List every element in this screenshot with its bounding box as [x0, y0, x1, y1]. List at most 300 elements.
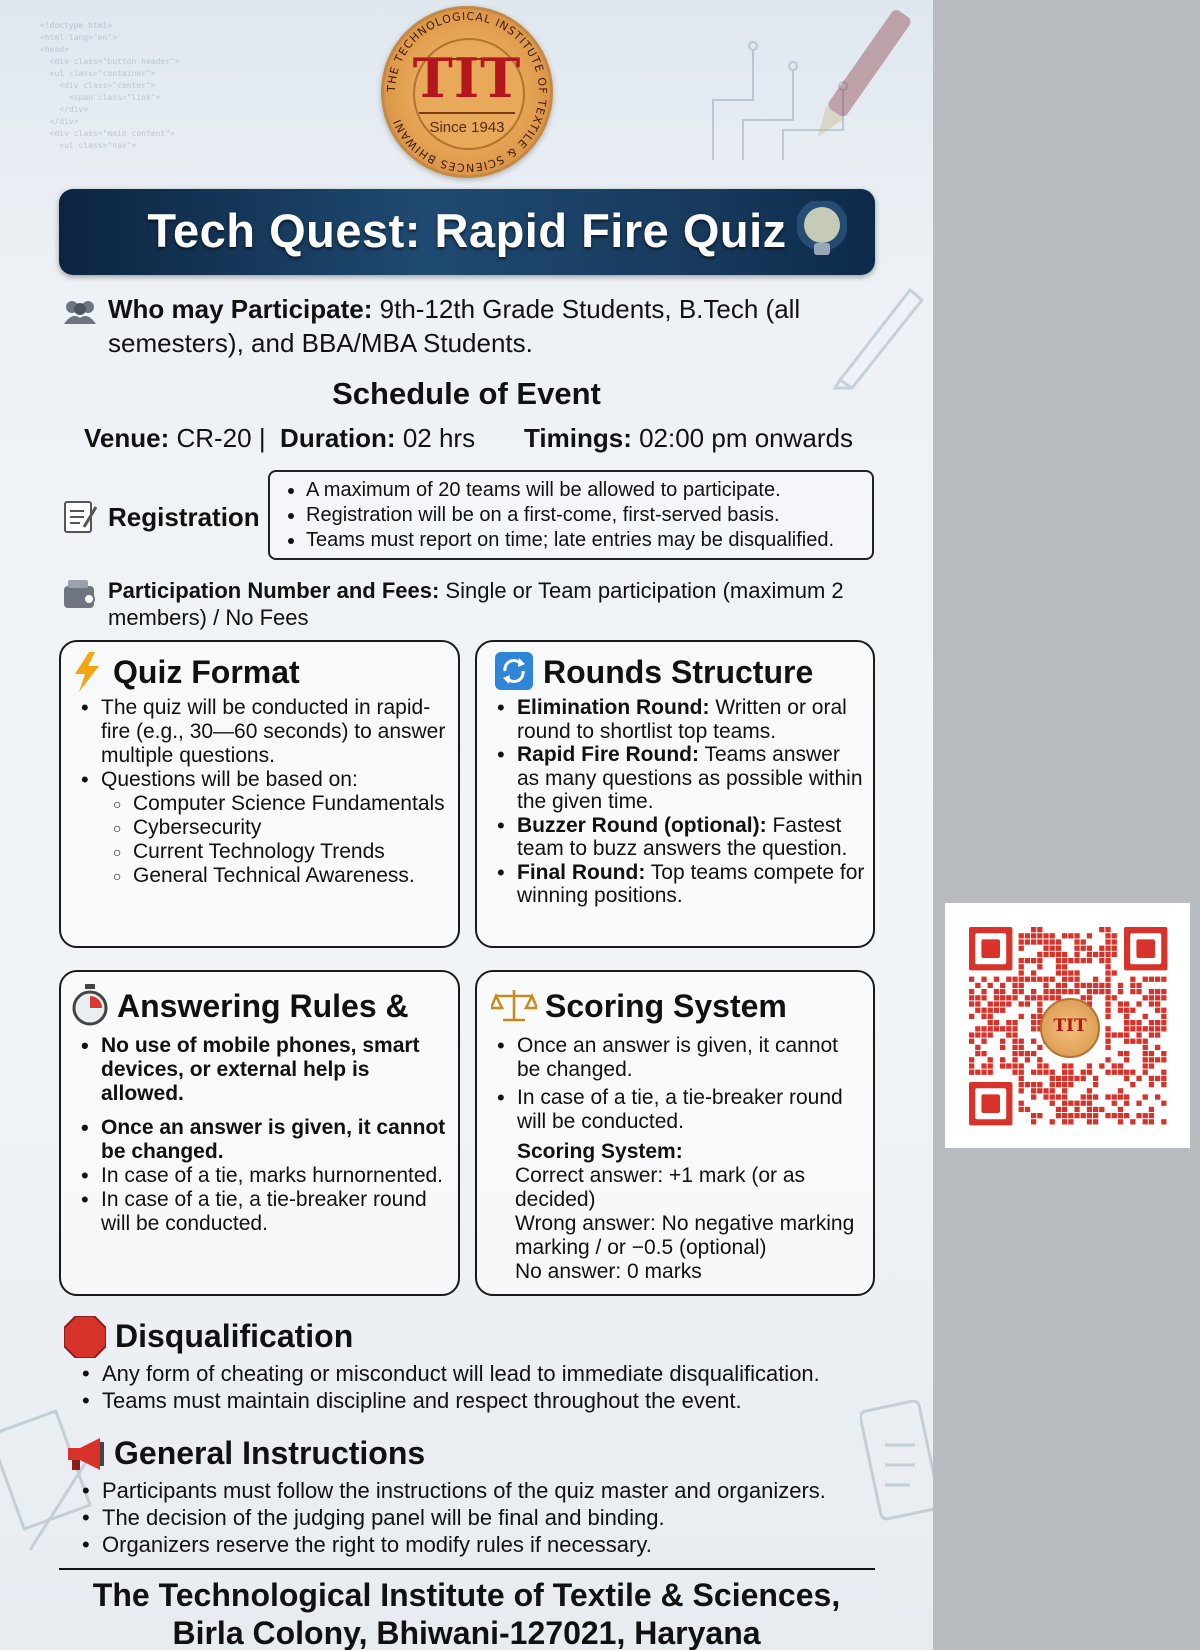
- qr-module: [1019, 958, 1024, 963]
- qr-module: [1105, 1070, 1110, 1075]
- logo-initials: TIT: [412, 46, 522, 110]
- stopwatch-icon: [71, 984, 109, 1026]
- institute-logo: [381, 6, 553, 178]
- qr-module: [1050, 939, 1055, 944]
- qr-module: [1025, 1057, 1030, 1062]
- qr-module: [988, 1057, 993, 1062]
- qr-module: [1105, 989, 1110, 994]
- qr-module: [1074, 977, 1079, 982]
- fees-text: [108, 577, 888, 631]
- qr-module: [1155, 1057, 1160, 1062]
- qr-module: [1112, 952, 1117, 957]
- schedule-title: Schedule of Event: [332, 376, 601, 411]
- qr-module: [1062, 989, 1067, 994]
- qr-module: [1143, 1113, 1148, 1118]
- qr-module: [1149, 1057, 1154, 1062]
- qr-module: [1093, 977, 1098, 982]
- qr-module: [975, 1001, 980, 1006]
- round-label: Buzzer Round (optional):: [517, 813, 767, 837]
- qr-module: [1012, 1070, 1017, 1075]
- qr-module: [1155, 1001, 1160, 1006]
- qr-module: [1099, 1107, 1104, 1112]
- qr-module: [1112, 939, 1117, 944]
- qr-module: [1105, 977, 1110, 982]
- qr-module: [1136, 1076, 1141, 1081]
- qr-module: [994, 977, 999, 982]
- disqualification-item: • Teams must maintain discipline and respect throughout the event.: [80, 1387, 820, 1414]
- qr-module: [1087, 1101, 1092, 1106]
- qr-module: [1155, 1032, 1160, 1037]
- qr-module: [1161, 1026, 1166, 1031]
- megaphone-icon: [64, 1436, 106, 1472]
- qr-module: [1000, 1045, 1005, 1050]
- qr-module: [1155, 1008, 1160, 1013]
- qr-module: [1087, 933, 1092, 938]
- qr-module: [969, 1001, 974, 1006]
- qr-module: [1019, 977, 1024, 982]
- qr-module: [1093, 1094, 1098, 1099]
- qr-module: [1062, 933, 1067, 938]
- qr-module: [1074, 933, 1079, 938]
- qr-module: [1074, 952, 1079, 957]
- qr-module: [1149, 1001, 1154, 1006]
- qr-module: [969, 989, 974, 994]
- qr-module: [1081, 1070, 1086, 1075]
- qr-module: [1093, 952, 1098, 957]
- qr-module: [1118, 983, 1123, 988]
- qr-module: [1019, 1070, 1024, 1075]
- round-item: [495, 814, 865, 861]
- qr-module: [1050, 952, 1055, 957]
- qr-module: [1087, 1070, 1092, 1075]
- qr-module: [1087, 983, 1092, 988]
- qr-module: [1143, 995, 1148, 1000]
- qr-module: [1074, 939, 1079, 944]
- round-text: Written or oral round to shortlist top teams.: [517, 696, 847, 743]
- qr-module: [981, 1070, 986, 1075]
- qr-module: [1105, 1026, 1110, 1031]
- qr-finder-square: [1136, 939, 1155, 958]
- answering-item: • No use of mobile phones, smart devices, or external help is allowed.: [79, 1034, 449, 1106]
- qr-module: [1012, 977, 1017, 982]
- qr-module: [1087, 1113, 1092, 1118]
- qr-module: [1130, 1008, 1135, 1013]
- qr-module: [1031, 927, 1036, 932]
- qr-module: [1019, 939, 1024, 944]
- qr-module: [1056, 939, 1061, 944]
- qr-module: [1031, 1082, 1036, 1087]
- qr-module: [1143, 1026, 1148, 1031]
- qr-module: [981, 1051, 986, 1056]
- general-instructions-list: [80, 1477, 826, 1558]
- qr-module: [1112, 1063, 1117, 1068]
- qr-module: [1143, 1045, 1148, 1050]
- qr-module: [1037, 952, 1042, 957]
- qr-module: [1081, 1076, 1086, 1081]
- qr-finder-square: [981, 939, 1000, 958]
- qr-module: [1019, 1051, 1024, 1056]
- qr-module: [1093, 989, 1098, 994]
- qr-module: [1093, 1119, 1098, 1124]
- qr-module: [969, 977, 974, 982]
- qr-module: [1124, 1057, 1129, 1062]
- rounds-structure-card: [475, 640, 875, 948]
- qr-module: [1130, 1026, 1135, 1031]
- qr-module: [1136, 983, 1141, 988]
- qr-module: [1136, 1020, 1141, 1025]
- qr-module: [1012, 1032, 1017, 1037]
- qr-module: [1006, 1032, 1011, 1037]
- timings-value: 02:00 pm onwards: [631, 423, 853, 453]
- qr-module: [1118, 989, 1123, 994]
- qr-module: [1019, 989, 1024, 994]
- qr-module: [1105, 1113, 1110, 1118]
- qr-module: [1056, 1076, 1061, 1081]
- fees-label: Participation Number and Fees:: [108, 578, 440, 603]
- qr-module: [1031, 1051, 1036, 1056]
- qr-module: [1062, 977, 1067, 982]
- qr-module: [975, 1045, 980, 1050]
- qr-module: [1019, 933, 1024, 938]
- qr-module: [1074, 989, 1079, 994]
- qr-module: [1087, 946, 1092, 951]
- qr-module: [1118, 1070, 1123, 1075]
- qr-module: [1068, 1113, 1073, 1118]
- qr-module: [1105, 958, 1110, 963]
- qr-module: [1081, 1113, 1086, 1118]
- qr-module: [1112, 1070, 1117, 1075]
- qr-module: [1099, 952, 1104, 957]
- stop-sign-icon: [64, 1316, 106, 1358]
- registration-item: • Registration will be on a first-come, first-served basis.: [306, 503, 872, 528]
- quiz-format-title: Quiz Format: [113, 654, 300, 690]
- qr-module: [1124, 1113, 1129, 1118]
- qr-module: [1149, 1107, 1154, 1112]
- qr-module: [1068, 977, 1073, 982]
- qr-module: [1050, 946, 1055, 951]
- qr-module: [1050, 989, 1055, 994]
- qr-module: [1037, 995, 1042, 1000]
- qr-module: [1149, 989, 1154, 994]
- qr-module: [1068, 1070, 1073, 1075]
- qr-module: [1074, 946, 1079, 951]
- qr-module: [1118, 1119, 1123, 1124]
- qr-center-logo: TIT: [1040, 998, 1100, 1058]
- qr-module: [1130, 989, 1135, 994]
- scoring-title: Scoring System: [545, 988, 787, 1024]
- qr-module: [1025, 1107, 1030, 1112]
- qr-module: [1062, 958, 1067, 963]
- qr-module: [969, 1063, 974, 1068]
- qr-module: [1105, 1094, 1110, 1099]
- qr-module: [1062, 970, 1067, 975]
- qr-module: [988, 1026, 993, 1031]
- qr-module: [981, 1008, 986, 1013]
- qr-module: [1037, 1070, 1042, 1075]
- qr-module: [1105, 983, 1110, 988]
- qr-module: [1031, 1014, 1036, 1019]
- qr-module: [1031, 989, 1036, 994]
- qr-module: [1025, 958, 1030, 963]
- qr-module: [1056, 964, 1061, 969]
- disqualification-item: • Any form of cheating or misconduct will lead to immediate disqualification.: [80, 1360, 820, 1387]
- qr-module: [1143, 1063, 1148, 1068]
- qr-module: [1012, 983, 1017, 988]
- qr-code[interactable]: [945, 903, 1190, 1148]
- qr-module: [1031, 1119, 1036, 1124]
- qr-module: [1019, 1101, 1024, 1106]
- qr-module: [994, 1001, 999, 1006]
- qr-module: [1062, 1082, 1067, 1087]
- registration-box: [268, 470, 874, 560]
- qr-module: [1043, 1063, 1048, 1068]
- qr-module: [994, 1020, 999, 1025]
- qr-module: [1056, 983, 1061, 988]
- qr-module: [1130, 1039, 1135, 1044]
- qr-module: [1068, 933, 1073, 938]
- qr-module: [1074, 1076, 1079, 1081]
- scoring-list: [495, 1034, 865, 1134]
- disqualification-list: [80, 1360, 820, 1414]
- answering-item: • Once an answer is given, it cannot be changed.: [79, 1116, 449, 1164]
- qr-module: [1105, 1014, 1110, 1019]
- qr-module: [1081, 958, 1086, 963]
- qr-module: [1081, 1101, 1086, 1106]
- qr-module: [1062, 1076, 1067, 1081]
- qr-module: [1074, 1107, 1079, 1112]
- rounds-list: [495, 696, 865, 908]
- qr-module: [975, 1026, 980, 1031]
- qr-module: [1124, 1051, 1129, 1056]
- scoring-subtitle: Scoring System:: [517, 1140, 683, 1163]
- qr-module: [1124, 1094, 1129, 1099]
- qr-module: [1099, 927, 1104, 932]
- qr-module: [1062, 1088, 1067, 1093]
- qr-module: [1025, 933, 1030, 938]
- qr-module: [1155, 995, 1160, 1000]
- qr-module: [1118, 1032, 1123, 1037]
- round-item: [495, 743, 865, 814]
- qr-module: [1118, 1107, 1123, 1112]
- qr-module: [1099, 946, 1104, 951]
- qr-module: [1155, 989, 1160, 994]
- qr-module: [1056, 958, 1061, 963]
- qr-module: [1105, 1057, 1110, 1062]
- qr-module: [1050, 1082, 1055, 1087]
- qr-module: [1124, 1001, 1129, 1006]
- qr-module: [1000, 989, 1005, 994]
- venue-label: Venue:: [84, 423, 170, 453]
- qr-module: [1149, 1113, 1154, 1118]
- qr-module: [1068, 1076, 1073, 1081]
- qr-module: [1050, 1094, 1055, 1099]
- round-label: Elimination Round:: [517, 696, 710, 719]
- qr-module: [1056, 946, 1061, 951]
- qr-module: [1037, 1057, 1042, 1062]
- qr-module: [1012, 1051, 1017, 1056]
- qr-module: [1062, 1107, 1067, 1112]
- qr-module: [1124, 1032, 1129, 1037]
- qr-module: [1068, 970, 1073, 975]
- qr-module: [1012, 1039, 1017, 1044]
- qr-module: [1087, 1094, 1092, 1099]
- qr-module: [1068, 1082, 1073, 1087]
- qr-module: [1074, 1101, 1079, 1106]
- qr-module: [994, 989, 999, 994]
- qr-module: [1050, 977, 1055, 982]
- topic-item: ○ General Technical Awareness.: [111, 864, 459, 888]
- qr-module: [969, 1070, 974, 1075]
- qr-module: [1155, 1094, 1160, 1099]
- qr-module: [1161, 977, 1166, 982]
- qr-module: [1112, 1101, 1117, 1106]
- qr-module: [981, 1039, 986, 1044]
- qr-module: [1062, 983, 1067, 988]
- qr-module: [1130, 1082, 1135, 1087]
- qr-module: [1068, 958, 1073, 963]
- qr-module: [1050, 1119, 1055, 1124]
- qr-module: [1124, 1039, 1129, 1044]
- qr-module: [1143, 1014, 1148, 1019]
- qr-module: [1043, 977, 1048, 982]
- qr-module: [1143, 1039, 1148, 1044]
- qr-module: [1105, 995, 1110, 1000]
- rounds-title: Rounds Structure: [543, 654, 814, 690]
- qr-module: [1031, 1026, 1036, 1031]
- qr-module: [1012, 1026, 1017, 1031]
- qr-module: [1037, 964, 1042, 969]
- qr-module: [1068, 1119, 1073, 1124]
- qr-module: [1143, 1094, 1148, 1099]
- qr-module: [1105, 1032, 1110, 1037]
- fees-value: Single or Team participation (maximum 2 members) / No Fees: [108, 578, 844, 630]
- qr-module: [1118, 1094, 1123, 1099]
- qr-module: [1050, 1070, 1055, 1075]
- qr-module: [1112, 1032, 1117, 1037]
- qr-module: [969, 995, 974, 1000]
- qr-module: [1031, 1039, 1036, 1044]
- qr-module: [1043, 1094, 1048, 1099]
- qr-module: [1031, 977, 1036, 982]
- qr-module: [1161, 1070, 1166, 1075]
- qr-module: [1149, 1076, 1154, 1081]
- general-instruction-item: • Participants must follow the instructions of the quiz master and organizers.: [80, 1477, 826, 1504]
- qr-module: [1074, 1113, 1079, 1118]
- qr-module: [1037, 927, 1042, 932]
- qr-module: [1006, 995, 1011, 1000]
- qr-module: [1031, 958, 1036, 963]
- qr-module: [975, 983, 980, 988]
- qr-module: [1118, 1113, 1123, 1118]
- qr-module: [1043, 933, 1048, 938]
- qr-module: [1149, 995, 1154, 1000]
- qr-module: [1056, 1107, 1061, 1112]
- qr-module: [981, 1032, 986, 1037]
- logo-divider-bottom: [419, 112, 515, 114]
- qr-module: [1149, 1063, 1154, 1068]
- qr-module: [969, 1032, 974, 1037]
- notepad-icon: [62, 497, 98, 535]
- footer-line-2: Birla Colony, Bhiwani-127021, Haryana: [172, 1615, 761, 1650]
- qr-module: [988, 1032, 993, 1037]
- quiz-format-list: [79, 696, 459, 888]
- qr-module: [1161, 1014, 1166, 1019]
- qr-module: [1000, 1057, 1005, 1062]
- duration-value: 02 hrs: [395, 423, 476, 453]
- qr-module: [1000, 1026, 1005, 1031]
- qr-module: [1000, 983, 1005, 988]
- round-text: Fastest team to buzz answers the question.: [517, 813, 848, 860]
- round-item: [495, 696, 865, 743]
- qr-module: [1155, 1020, 1160, 1025]
- answering-item: • In case of a tie, a tie-breaker round will be conducted.: [79, 1188, 449, 1236]
- venue-value: CR-20 |: [169, 423, 266, 453]
- qr-module: [1087, 1063, 1092, 1068]
- qr-module: [1056, 970, 1061, 975]
- qr-module: [1149, 1051, 1154, 1056]
- quiz-format-item: • The quiz will be conducted in rapid-fire (e.g., 30—60 seconds) to answer multiple questions.: [79, 696, 459, 768]
- qr-module: [1050, 933, 1055, 938]
- qr-module: [1025, 1082, 1030, 1087]
- qr-module: [1136, 1026, 1141, 1031]
- qr-module: [1037, 1001, 1042, 1006]
- qr-module: [1105, 933, 1110, 938]
- refresh-icon: [495, 652, 533, 690]
- qr-module: [969, 1014, 974, 1019]
- qr-module: [1105, 952, 1110, 957]
- qr-module: [1143, 1057, 1148, 1062]
- qr-module: [1037, 977, 1042, 982]
- qr-module: [988, 1008, 993, 1013]
- qr-module: [1050, 1076, 1055, 1081]
- qr-module: [1087, 958, 1092, 963]
- qr-module: [1136, 1001, 1141, 1006]
- qr-module: [1012, 1057, 1017, 1062]
- qr-module: [1074, 983, 1079, 988]
- qr-module: [1118, 1063, 1123, 1068]
- qr-module: [1087, 1119, 1092, 1124]
- qr-module: [1112, 1094, 1117, 1099]
- qr-module: [1130, 1020, 1135, 1025]
- qr-module: [1143, 1119, 1148, 1124]
- qr-module: [1025, 939, 1030, 944]
- qr-module: [1149, 977, 1154, 982]
- svg-text:THE TECHNOLOGICAL INSTITUTE OF: THE TECHNOLOGICAL INSTITUTE OF TEXTILE & SCIENCES BHIWANI: [384, 9, 550, 175]
- quiz-format-item-text: Questions will be based on:: [101, 768, 358, 791]
- qr-module: [975, 1051, 980, 1056]
- qr-module: [1105, 970, 1110, 975]
- qr-module: [1031, 1094, 1036, 1099]
- qr-module: [1031, 1070, 1036, 1075]
- qr-module: [981, 977, 986, 982]
- qr-module: [981, 1026, 986, 1031]
- answering-list: [79, 1034, 449, 1236]
- round-item: [495, 861, 865, 908]
- qr-module: [1112, 933, 1117, 938]
- quiz-format-item: [79, 768, 459, 888]
- scoring-system-card: [475, 970, 875, 1296]
- qr-module: [1012, 1020, 1017, 1025]
- qr-module: [1031, 1113, 1036, 1118]
- qr-module: [1006, 977, 1011, 982]
- qr-module: [994, 1026, 999, 1031]
- qr-module: [1081, 946, 1086, 951]
- qr-module: [1037, 1045, 1042, 1050]
- qr-module: [1019, 1039, 1024, 1044]
- topic-item: ○ Cybersecurity: [111, 816, 459, 840]
- qr-module: [1161, 1008, 1166, 1013]
- answering-title: Answering Rules &: [117, 988, 409, 1024]
